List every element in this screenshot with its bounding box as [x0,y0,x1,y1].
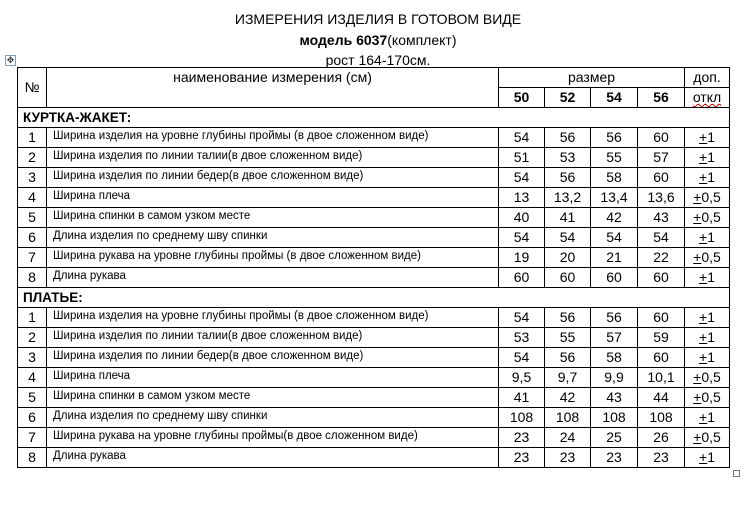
value-size-50: 51 [499,148,545,168]
tolerance-value: 1 [707,149,715,165]
value-size-56: 108 [638,408,685,428]
table-row [18,428,730,448]
value-size-56: 59 [638,328,685,348]
tolerance-value: 1 [707,409,715,425]
section-title: КУРТКА-ЖАКЕТ: [18,108,730,128]
tolerance-value: 1 [707,269,715,285]
value-size-50: 54 [499,168,545,188]
row-number: 6 [18,228,47,248]
value-size-52: 56 [545,168,591,188]
tolerance-value: 1 [707,309,715,325]
tolerance-sign: + [699,229,708,245]
tolerance-cell [685,368,730,388]
section-row [18,108,730,128]
tolerance-value: 0,5 [701,189,721,205]
measurement-name: Ширина спинки в самом узком месте [47,208,499,228]
row-number: 5 [18,388,47,408]
table-row [18,268,730,288]
col-size-header: размер [499,68,685,88]
value-size-56: 22 [638,248,685,268]
value-size-50: 9,5 [499,368,545,388]
value-size-52: 13,2 [545,188,591,208]
value-size-50: 60 [499,268,545,288]
tolerance-cell [685,128,730,148]
tolerance-cell [685,248,730,268]
value-size-56: 57 [638,148,685,168]
value-size-56: 60 [638,348,685,368]
tolerance-cell [685,428,730,448]
table-row [18,148,730,168]
tolerance-cell [685,228,730,248]
measurement-name: Длина рукава [47,268,499,288]
tolerance-sign: + [693,429,702,445]
value-size-52: 56 [545,348,591,368]
tolerance-cell [685,188,730,208]
tolerance-cell [685,328,730,348]
row-number: 1 [18,128,47,148]
col-no-header: № [18,68,47,108]
tolerance-sign: + [693,389,702,405]
col-name-header: наименование измерения (см) [47,68,499,108]
value-size-54: 55 [591,148,638,168]
size-50: 50 [499,88,545,108]
tolerance-value: 1 [707,329,715,345]
value-size-50: 53 [499,328,545,348]
value-size-54: 108 [591,408,638,428]
value-size-54: 9,9 [591,368,638,388]
row-number: 4 [18,368,47,388]
tolerance-value: 0,5 [701,369,721,385]
value-size-52: 55 [545,328,591,348]
value-size-50: 40 [499,208,545,228]
measurement-name: Длина изделия по среднему шву спинки [47,228,499,248]
value-size-52: 60 [545,268,591,288]
value-size-54: 58 [591,348,638,368]
measurement-name: Ширина плеча [47,188,499,208]
value-size-56: 60 [638,128,685,148]
model-number: модель 6037 [299,32,388,48]
row-number: 4 [18,188,47,208]
row-number: 7 [18,428,47,448]
row-number: 2 [18,328,47,348]
tolerance-cell [685,448,730,468]
table-row [18,388,730,408]
size-54: 54 [591,88,638,108]
measurement-name: Ширина изделия по линии бедер(в двое сложенном виде) [47,348,499,368]
model-line [0,31,756,49]
table-row [18,368,730,388]
tolerance-sign: + [699,149,708,165]
tolerance-sign: + [693,369,702,385]
value-size-54: 56 [591,308,638,328]
tolerance-cell [685,148,730,168]
resize-handle-icon[interactable] [733,470,740,477]
tolerance-cell [685,308,730,328]
size-52: 52 [545,88,591,108]
row-number: 3 [18,168,47,188]
value-size-52: 42 [545,388,591,408]
measurement-name: Ширина плеча [47,368,499,388]
value-size-56: 23 [638,448,685,468]
table-row [18,168,730,188]
measurement-name: Ширина изделия на уровне глубины проймы (в двое сложенном виде) [47,128,499,148]
value-size-56: 60 [638,308,685,328]
tolerance-value: 1 [707,169,715,185]
value-size-50: 23 [499,428,545,448]
tolerance-value: 1 [707,449,715,465]
value-size-50: 13 [499,188,545,208]
row-number: 5 [18,208,47,228]
value-size-52: 20 [545,248,591,268]
value-size-50: 23 [499,448,545,468]
measurement-name: Ширина изделия по линии талии(в двое сложенном виде) [47,148,499,168]
value-size-56: 26 [638,428,685,448]
value-size-52: 56 [545,308,591,328]
value-size-56: 13,6 [638,188,685,208]
tolerance-cell [685,408,730,428]
tolerance-value: 0,5 [701,389,721,405]
measurement-name: Длина рукава [47,448,499,468]
row-number: 8 [18,268,47,288]
table-row [18,328,730,348]
value-size-54: 23 [591,448,638,468]
tolerance-value: 0,5 [701,209,721,225]
tolerance-sign: + [699,309,708,325]
measurements-table [17,67,730,468]
row-number: 2 [18,148,47,168]
tolerance-sign: + [699,349,708,365]
tolerance-cell [685,388,730,408]
value-size-50: 54 [499,308,545,328]
value-size-52: 53 [545,148,591,168]
tolerance-sign: + [699,449,708,465]
header-row [18,68,730,88]
height-line: рост 164-170см. [325,52,431,68]
model-note: (комплект) [387,32,457,48]
value-size-52: 23 [545,448,591,468]
row-number: 8 [18,448,47,468]
tolerance-sign: + [693,189,702,205]
measurement-name: Ширина рукава на уровне глубины проймы(в двое сложенном виде) [47,428,499,448]
value-size-54: 58 [591,168,638,188]
table-row [18,188,730,208]
measurement-name: Ширина изделия на уровне глубины проймы (в двое сложенном виде) [47,308,499,328]
tolerance-cell [685,168,730,188]
value-size-52: 54 [545,228,591,248]
tolerance-cell [685,208,730,228]
row-number: 1 [18,308,47,328]
tolerance-cell [685,348,730,368]
tolerance-cell [685,268,730,288]
tolerance-sign: + [693,209,702,225]
value-size-50: 19 [499,248,545,268]
value-size-56: 43 [638,208,685,228]
tolerance-value: 0,5 [701,249,721,265]
value-size-54: 25 [591,428,638,448]
table-row [18,448,730,468]
row-number: 3 [18,348,47,368]
measurement-name: Ширина рукава на уровне глубины проймы (в двое сложенном виде) [47,248,499,268]
value-size-50: 41 [499,388,545,408]
table-row [18,408,730,428]
value-size-54: 60 [591,268,638,288]
value-size-50: 54 [499,228,545,248]
section-title: ПЛАТЬЕ: [18,288,730,308]
section-row [18,288,730,308]
table-row [18,208,730,228]
value-size-56: 60 [638,168,685,188]
tolerance-value: 1 [707,129,715,145]
value-size-56: 54 [638,228,685,248]
value-size-56: 10,1 [638,368,685,388]
table-row [18,348,730,368]
tolerance-sign: + [693,249,702,265]
value-size-52: 108 [545,408,591,428]
tolerance-sign: + [699,409,708,425]
tolerance-value: 1 [707,229,715,245]
value-size-54: 21 [591,248,638,268]
tolerance-sign: + [699,129,708,145]
tolerance-value: 1 [707,349,715,365]
value-size-52: 9,7 [545,368,591,388]
size-56: 56 [638,88,685,108]
value-size-50: 54 [499,128,545,148]
value-size-54: 54 [591,228,638,248]
value-size-52: 56 [545,128,591,148]
value-size-54: 43 [591,388,638,408]
measurement-name: Ширина спинки в самом узком месте [47,388,499,408]
measurement-name: Ширина изделия по линии бедер(в двое сложенном виде) [47,168,499,188]
row-number: 6 [18,408,47,428]
value-size-56: 44 [638,388,685,408]
col-tol-header-2: откл [685,88,730,108]
value-size-54: 57 [591,328,638,348]
value-size-50: 54 [499,348,545,368]
value-size-56: 60 [638,268,685,288]
value-size-52: 41 [545,208,591,228]
document-title: ИЗМЕРЕНИЯ ИЗДЕЛИЯ В ГОТОВОМ ВИДЕ [234,11,522,27]
tolerance-sign: + [699,329,708,345]
measurement-name: Ширина изделия по линии талии(в двое сложенном виде) [47,328,499,348]
row-number: 7 [18,248,47,268]
col-tol-header: доп. [685,68,730,88]
move-cross-icon[interactable]: ✥ [6,55,15,65]
value-size-50: 108 [499,408,545,428]
value-size-54: 42 [591,208,638,228]
tolerance-sign: + [699,269,708,285]
table-row [18,308,730,328]
tolerance-value: 0,5 [701,429,721,445]
value-size-54: 13,4 [591,188,638,208]
value-size-54: 56 [591,128,638,148]
measurement-name: Длина изделия по среднему шву спинки [47,408,499,428]
table-row [18,228,730,248]
table-row [18,128,730,148]
value-size-52: 24 [545,428,591,448]
tolerance-sign: + [699,169,708,185]
table-row [18,248,730,268]
